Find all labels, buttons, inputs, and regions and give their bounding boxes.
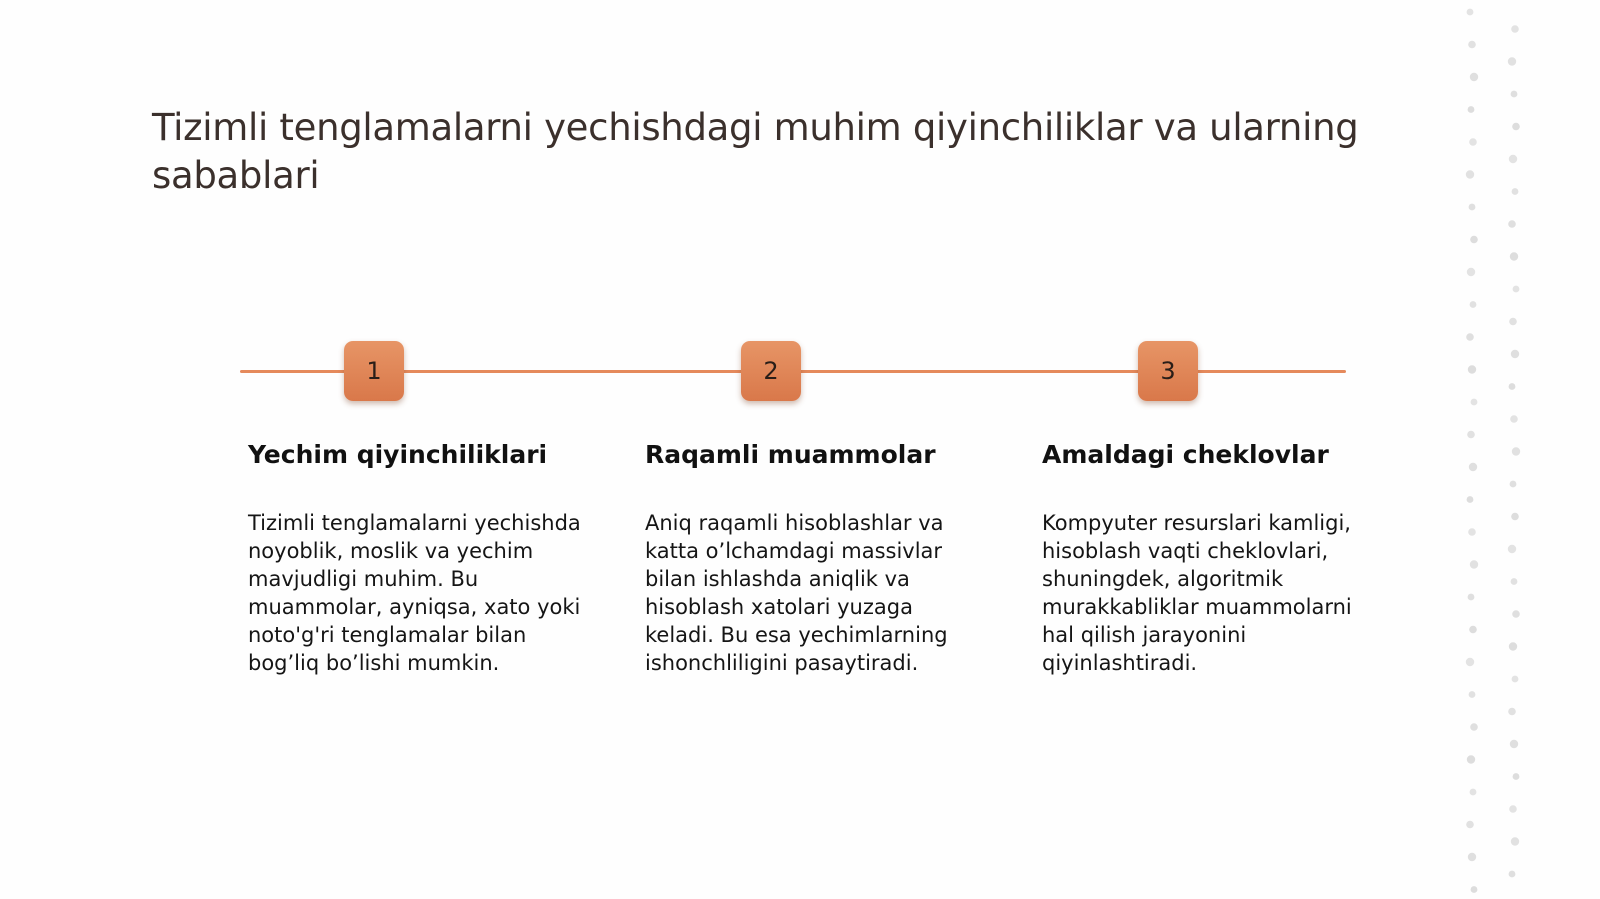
step-body-2: Aniq raqamli hisoblashlar va katta o’lchamdagi massivlar bilan ishlashda aniqlik va hisoblash xatolari yuzaga keladi. Bu esa yechimlarning ishonchliligini pasaytiradi. (645, 511, 948, 675)
step-badge-1 (344, 341, 404, 401)
decorative-dot-pattern (1450, 0, 1530, 899)
decorative-dot (1470, 723, 1478, 731)
decorative-dot (1468, 528, 1476, 536)
slide-title: Tizimli tenglamalarni yechishdagi muhim qiyinchiliklar va ularning sabablari (152, 106, 1359, 197)
decorative-dot (1466, 821, 1474, 829)
step-heading-3: Amaldagi cheklovlar (1042, 440, 1329, 469)
decorative-dot (1509, 642, 1517, 650)
decorative-dot (1509, 383, 1516, 390)
decorative-dot (1508, 220, 1516, 228)
decorative-dot (1512, 123, 1520, 131)
decorative-dot (1510, 252, 1518, 260)
decorative-dot (1469, 204, 1476, 211)
decorative-dot (1509, 805, 1517, 813)
decorative-dot (1512, 447, 1520, 455)
decorative-dot (1513, 286, 1520, 293)
decorative-dot (1511, 513, 1519, 521)
decorative-dot (1466, 333, 1474, 341)
decorative-dot (1511, 578, 1518, 585)
decorative-dot (1469, 691, 1476, 698)
decorative-dot (1508, 708, 1516, 716)
decorative-dot (1468, 106, 1475, 113)
decorative-dot (1469, 626, 1477, 634)
decorative-dot (1511, 25, 1519, 33)
decorative-dot (1467, 431, 1475, 439)
decorative-dot (1510, 415, 1518, 423)
decorative-dot (1470, 301, 1477, 308)
decorative-dot (1510, 481, 1517, 488)
decorative-dot (1467, 755, 1475, 763)
decorative-dot (1512, 676, 1519, 683)
decorative-dot (1468, 41, 1476, 49)
decorative-dot (1508, 57, 1516, 65)
step-heading-1: Yechim qiyinchiliklari (248, 440, 548, 469)
decorative-dot (1466, 170, 1474, 178)
decorative-dot (1466, 658, 1474, 666)
step-number-1: 1 (366, 357, 382, 385)
decorative-dot (1470, 73, 1478, 81)
decorative-dot (1470, 560, 1478, 568)
step-heading-2: Raqamli muammolar (645, 440, 936, 469)
step-badge-3 (1138, 341, 1198, 401)
decorative-dot (1469, 463, 1477, 471)
decorative-dot (1471, 399, 1478, 406)
decorative-dot (1468, 365, 1476, 373)
decorative-dot (1470, 789, 1477, 796)
decorative-dot (1468, 853, 1476, 861)
step-body-1: Tizimli tenglamalarni yechishda noyoblik, moslik va yechim mavjudligi muhim. Bu muammolar, ayniqsa, xato yoki noto'g'ri tenglamalar bilan bog’liq bo’lishi mumkin. (248, 511, 581, 675)
decorative-dot (1511, 91, 1518, 98)
decorative-dot (1471, 886, 1478, 893)
decorative-dot (1513, 773, 1520, 780)
decorative-dot (1512, 188, 1519, 195)
decorative-dot (1508, 545, 1516, 553)
decorative-dot (1469, 138, 1477, 146)
step-number-2: 2 (763, 357, 779, 385)
decorative-dot (1511, 837, 1519, 845)
decorative-dot (1467, 268, 1475, 276)
decorative-dot (1509, 318, 1517, 326)
decorative-dot (1512, 610, 1520, 618)
decorative-dot (1467, 496, 1474, 503)
step-badge-2 (741, 341, 801, 401)
step-body-3: Kompyuter resurslari kamligi, hisoblash vaqti cheklovlari, shuningdek, algoritmik murakkabliklar muammolarni hal qilish jarayonini qiyinlashtiradi. (1042, 511, 1352, 675)
decorative-dot (1467, 9, 1474, 16)
decorative-dot (1509, 155, 1517, 163)
step-number-3: 3 (1160, 357, 1176, 385)
decorative-dot (1470, 236, 1478, 244)
decorative-dot (1511, 350, 1519, 358)
decorative-dot (1510, 740, 1518, 748)
decorative-dot (1509, 871, 1516, 878)
decorative-dot (1468, 594, 1475, 601)
